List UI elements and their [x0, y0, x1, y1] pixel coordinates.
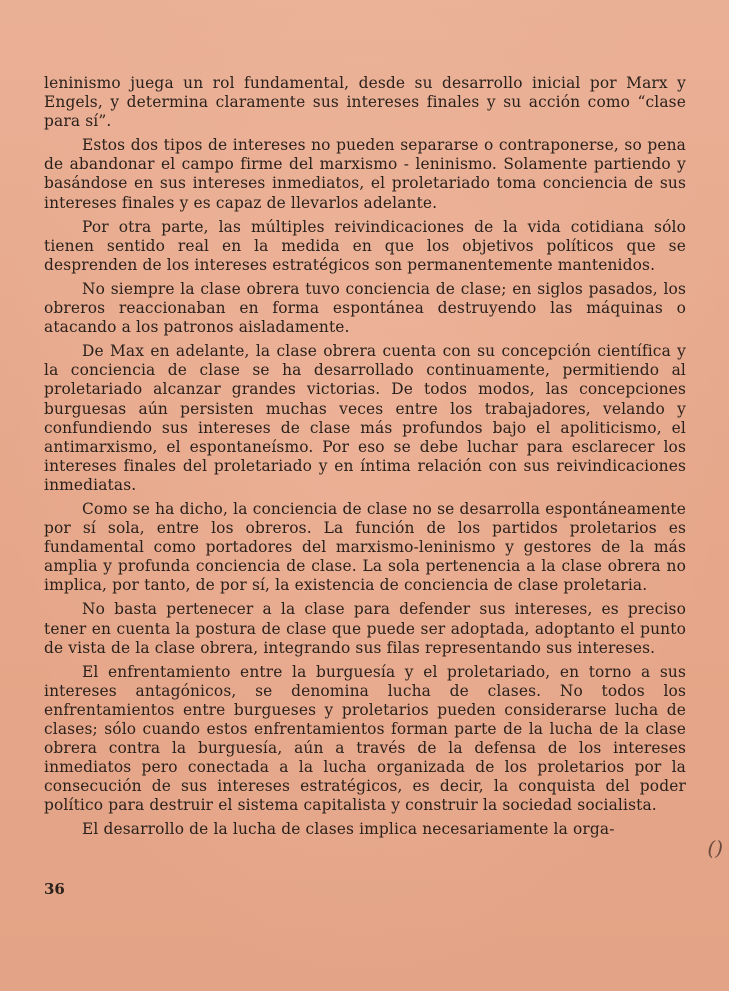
page-number: 36 — [44, 880, 65, 898]
paragraph-3: Por otra parte, las múltiples reivindicaciones de la vida cotidiana sólo tienen sentido real en la medida en que los objetivos políticos que se desprenden de los intereses estratégicos son permanentemente mantenidos. — [44, 217, 686, 274]
paragraph-6: Como se ha dicho, la conciencia de clase no se desarrolla espontáneamente por sí sola, entre los obreros. La función de los partidos proletarios es fundamental como portadores del marxismo-leninismo y gestores de la más amplia y profunda conciencia de clase. La sola pertenencia a la clase obrera no implica, por tanto, de por sí, la existencia de conciencia de clase proletaria. — [44, 499, 686, 595]
paragraph-8: El enfrentamiento entre la burguesía y el proletariado, en torno a sus intereses antagónicos, se denomina lucha de clases. No todos los enfrentamientos entre burgueses y proletarios pueden considerarse lucha de clases; sólo cuando estos enfrentamientos forman parte de la lucha de la clase obrera contra la burguesía, aún a través de la defensa de los intereses inmediatos pero conectada a la lucha organizada de los proletarios por la consecución de sus intereses estratégicos, es decir, la conquista del poder político para destruir el sistema capitalista y construir la sociedad socialista. — [44, 662, 686, 815]
paragraph-4: No siempre la clase obrera tuvo conciencia de clase; en siglos pasados, los obreros reaccionaban en forma espontánea destruyendo las máquinas o atacando a los patronos aisladamente. — [44, 279, 686, 337]
paragraph-5: De Max en adelante, la clase obrera cuenta con su concepción científica y la conciencia de clase se ha desarrollado continuamente, permitiendo al proletariado alcanzar grandes victorias. De todos modos, las concepciones burguesas aún persisten muchas veces entre los trabajadores, velando y confundiendo sus intereses de clase más profundos bajo el apoliticismo, el antimarxismo, el espontaneísmo. Por eso se debe luchar para esclarecer los intereses finales del proletariado y en íntima relación con sus reivindicaciones inmediatas. — [44, 342, 686, 494]
body-text — [44, 74, 686, 845]
paragraph-1: leninismo juega un rol fundamental, desde su desarrollo inicial por Marx y Engels, y determina claramente sus intereses finales y su acción como “clase para sí”. — [44, 74, 686, 131]
paragraph-9: El desarrollo de la lucha de clases implica necesariamente la orga- — [82, 820, 615, 839]
paragraph-7: No basta pertenecer a la clase para defender sus intereses, es preciso tener en cuenta la postura de clase que puede ser adoptada, adoptanto el punto de vista de la clase obrera, integrando sus filas representando sus intereses. — [44, 600, 686, 657]
margin-mark: () — [707, 836, 723, 860]
paragraph-2: Estos dos tipos de intereses no pueden separarse o contraponerse, so pena de abandonar el campo firme del marxismo - leninismo. Solamente partiendo y basándose en sus intereses inmediatos, el proletariado toma conciencia de sus intereses finales y es capaz de llevarlos adelante. — [44, 136, 686, 212]
